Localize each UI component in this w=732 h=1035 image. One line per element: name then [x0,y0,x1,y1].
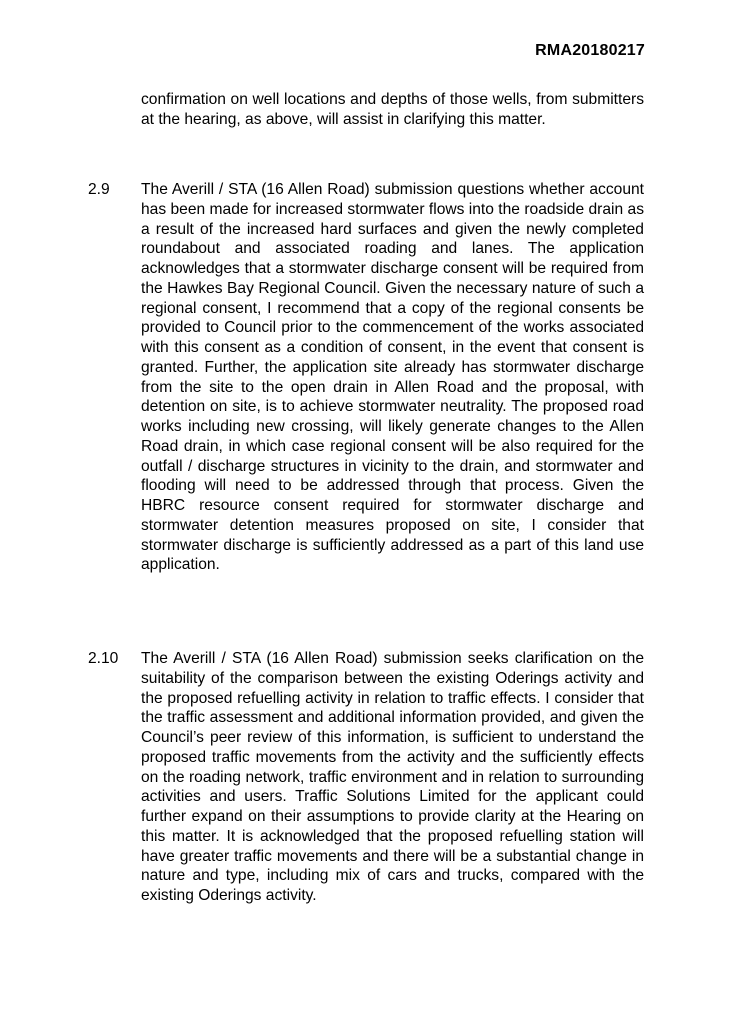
continuation-paragraph [88,90,644,130]
paragraph-2-9 [88,180,644,575]
paragraph-number: 2.10 [88,650,119,667]
paragraph-text: The Averill / STA (16 Allen Road) submission seeks clarification on the suitability of the comparison between the existing Oderings activity and the proposed refuelling activity in relation to traffic effects. I consider that the traffic assessment and additional information provided, and given the Council’s peer review of this information, is sufficient to understand the proposed traffic movements from the activity and the sufficiently effects on the roading network, traffic environment and in relation to surrounding activities and users. Traffic Solutions Limited for the applicant could further expand on their assumptions to provide clarity at the Hearing on this matter. It is acknowledged that the proposed refuelling station will have greater traffic movements and there will be a substantial change in nature and type, including mix of cars and trucks, compared with the existing Oderings activity. [141,650,644,904]
paragraph-text: The Averill / STA (16 Allen Road) submission questions whether account has been made for increased stormwater flows into the roadside drain as a result of the increased hard surfaces and given the newly completed roundabout and associated roading and lanes. The application acknowledges that a stormwater discharge consent will be required from the Hawkes Bay Regional Council. Given the necessary nature of such a regional consent, I recommend that a copy of the regional consents be provided to Council prior to the commencement of the works associated with this consent as a condition of consent, in the event that consent is granted. Further, the application site already has stormwater discharge from the site to the open drain in Allen Road and the proposal, with detention on site, is to achieve stormwater neutrality. The proposed road works including new crossing, will likely generate changes to the Allen Road drain, in which case regional consent will be also required for the outfall / discharge structures in vicinity to the drain, and stormwater and flooding will need to be addressed through that process. Given the HBRC resource consent required for stormwater discharge and stormwater detention measures proposed on site, I consider that stormwater discharge is sufficiently addressed as a part of this land use application. [141,181,644,574]
paragraph-number: 2.9 [88,181,110,198]
document-reference: RMA20180217 [535,42,645,59]
continuation-text: confirmation on well locations and depths of those wells, from submitters at the hearing, as above, will assist in clarifying this matter. [141,91,644,128]
paragraph-2-10 [88,649,644,906]
